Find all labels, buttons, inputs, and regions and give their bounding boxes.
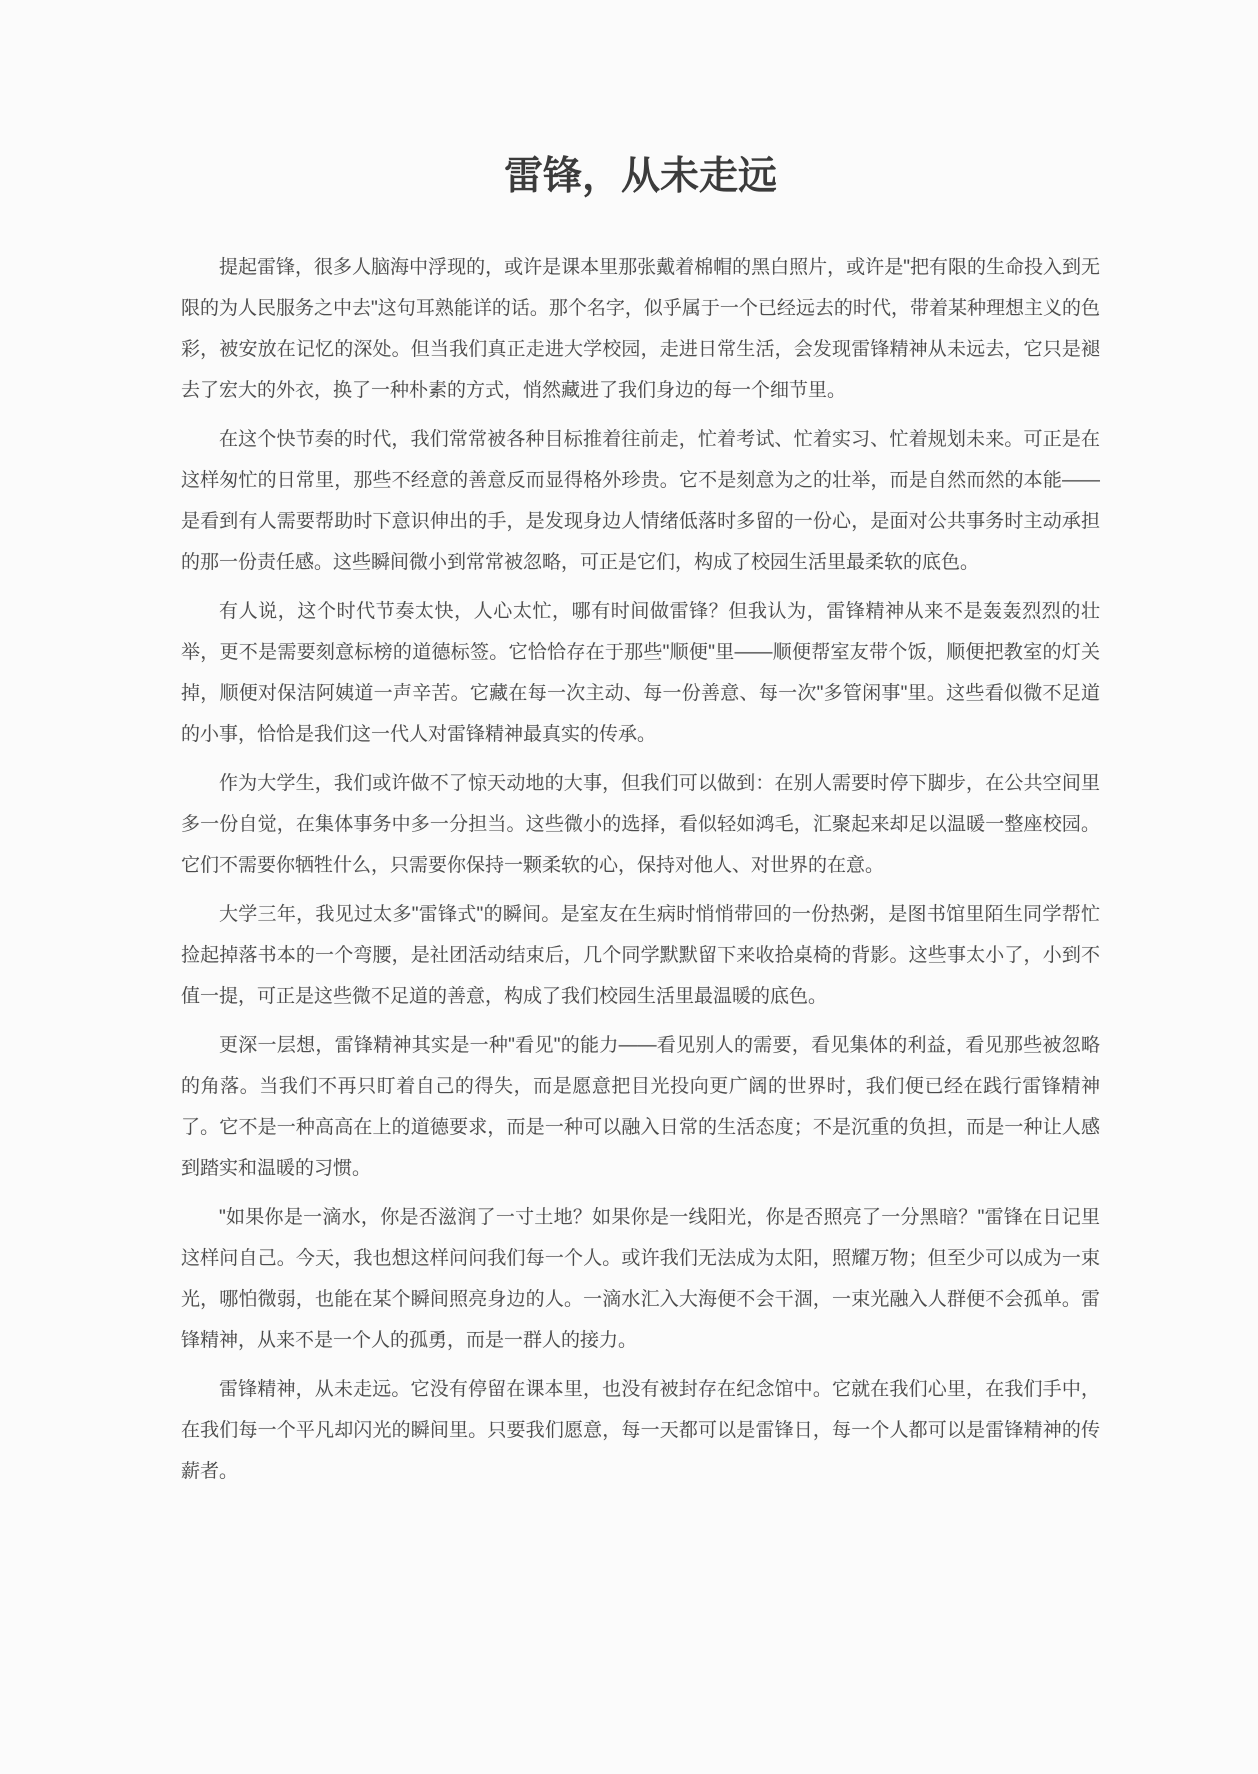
- paragraph: "如果你是一滴水，你是否滋润了一寸土地？如果你是一线阳光，你是否照亮了一分黑暗？"雷锋在日记里这样问自己。今天，我也想这样问问我们每一个人。或许我们无法成为太阳，照耀万物；但至少可以成为一束光，哪怕微弱，也能在某个瞬间照亮身边的人。一滴水汇入大海便不会干涸，一束光融入人群便不会孤单。雷锋精神，从来不是一个人的孤勇，而是一群人的接力。: [181, 1207, 1100, 1351]
- paragraph: 作为大学生，我们或许做不了惊天动地的大事，但我们可以做到：在别人需要时停下脚步，在公共空间里多一份自觉，在集体事务中多一分担当。这些微小的选择，看似轻如鸿毛，汇聚起来却足以温暖一整座校园。它们不需要你牺牲什么，只需要你保持一颗柔软的心，保持对他人、对世界的在意。: [181, 773, 1100, 876]
- paragraph: 提起雷锋，很多人脑海中浮现的，或许是课本里那张戴着棉帽的黑白照片，或许是"把有限的生命投入到无限的为人民服务之中去"这句耳熟能详的话。那个名字，似乎属于一个已经远去的时代，带着某种理想主义的色彩，被安放在记忆的深处。但当我们真正走进大学校园，走进日常生活，会发现雷锋精神从未远去，它只是褪去了宏大的外衣，换了一种朴素的方式，悄然藏进了我们身边的每一个细节里。: [181, 257, 1100, 401]
- document-title: 雷锋，从未走远: [503, 155, 777, 198]
- paragraph: 在这个快节奏的时代，我们常常被各种目标推着往前走，忙着考试、忙着实习、忙着规划未来。可正是在这样匆忙的日常里，那些不经意的善意反而显得格外珍贵。它不是刻意为之的壮举，而是自然而然的本能——是看到有人需要帮助时下意识伸出的手，是发现身边人情绪低落时多留的一份心，是面对公共事务时主动承担的那一份责任感。这些瞬间微小到常常被忽略，可正是它们，构成了校园生活里最柔软的底色。: [181, 429, 1100, 573]
- paragraph: 更深一层想，雷锋精神其实是一种"看见"的能力——看见别人的需要，看见集体的利益，看见那些被忽略的角落。当我们不再只盯着自己的得失，而是愿意把目光投向更广阔的世界时，我们便已经在践行雷锋精神了。它不是一种高高在上的道德要求，而是一种可以融入日常的生活态度；不是沉重的负担，而是一种让人感到踏实和温暖的习惯。: [181, 1035, 1100, 1179]
- paragraph: 有人说，这个时代节奏太快，人心太忙，哪有时间做雷锋？但我认为，雷锋精神从来不是轰轰烈烈的壮举，更不是需要刻意标榜的道德标签。它恰恰存在于那些"顺便"里——顺便帮室友带个饭，顺便把教室的灯关掉，顺便对保洁阿姨道一声辛苦。它藏在每一次主动、每一份善意、每一次"多管闲事"里。这些看似微不足道的小事，恰恰是我们这一代人对雷锋精神最真实的传承。: [181, 601, 1100, 745]
- paragraph: 大学三年，我见过太多"雷锋式"的瞬间。是室友在生病时悄悄带回的一份热粥，是图书馆里陌生同学帮忙捡起掉落书本的一个弯腰，是社团活动结束后，几个同学默默留下来收拾桌椅的背影。这些事太小了，小到不值一提，可正是这些微不足道的善意，构成了我们校园生活里最温暖的底色。: [181, 904, 1100, 1007]
- paragraph: 雷锋精神，从未走远。它没有停留在课本里，也没有被封存在纪念馆中。它就在我们心里，在我们手中，在我们每一个平凡却闪光的瞬间里。只要我们愿意，每一天都可以是雷锋日，每一个人都可以是雷锋精神的传薪者。: [181, 1379, 1100, 1482]
